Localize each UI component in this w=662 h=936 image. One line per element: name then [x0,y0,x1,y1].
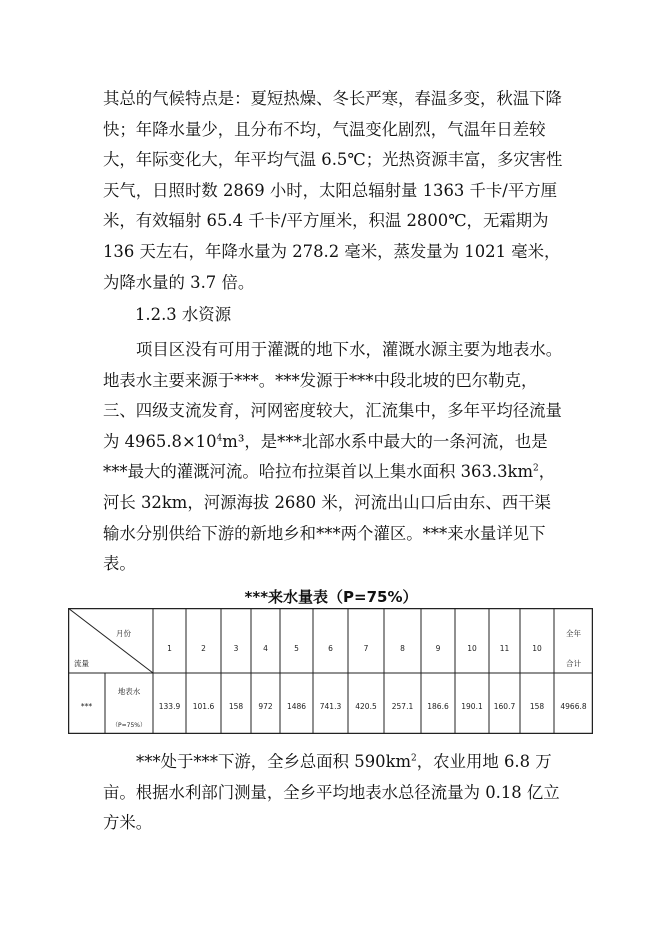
climate-paragraph: 其总的气候特点是：夏短热燥、冬长严寒，春温多变，秋温下降快；年降水量少，且分布不均，气温变化剧烈，气温年日差较大，年际变化大，年平均气温 6.5℃；光热资源丰富，多灾害性天气，日照时数 2869 小时，太阳总辐射量 1363 千卡/平方厘米，有效辐射 65.4 千卡/平方厘米，积温 2800℃，无霜期为 136 天左右，年降水量为 278.2 毫米，蒸发量为 1021 毫米，为降水量的 3.7 倍。 [103,89,563,292]
runoff-table [68,608,593,734]
month-header: 1 [167,644,172,653]
corner-header-flow: 流量 [74,659,89,668]
township-paragraph [103,747,563,839]
table-cell-value: 257.1 [391,702,414,711]
table-grid [68,608,593,734]
water-source-text-3: ，河长 32km，河源海拔 2680 米，河流出山口后由东、西干渠输水分别供给下游的新地乡和***两个灌区。***来水量详见下表。 [103,462,556,574]
row-label-river: *** [80,702,93,711]
month-header: 6 [328,644,333,653]
month-header: 5 [294,644,299,653]
table-cell-value: 741.3 [319,702,342,711]
row-note-probability: （P=75%） [112,722,146,729]
table-cell-value: 158 [529,702,545,711]
corner-header-month: 月份 [116,629,131,638]
table-cell-value: 1486 [286,702,307,711]
table-cell-total: 4966.8 [560,702,587,711]
table-cell-value: 133.9 [158,702,181,711]
table-cell-value: 160.7 [493,702,516,711]
superscript-4: 4 [216,433,223,444]
table-cell-value: 158 [228,702,244,711]
table-cell-value: 972 [258,702,273,711]
superscript-2: 2 [533,463,539,474]
water-source-text-2: m³，是***北部水系中最大的一条河流，也是***最大的灌溉河流。哈拉布拉渠首以上集水面积 363.3km [103,431,548,482]
month-header: 8 [400,644,405,653]
township-text-1: ***处于***下游，全乡总面积 590km [136,752,412,771]
month-header: 4 [263,644,268,653]
row-sublabel-surface-water: 地表水 [117,687,141,696]
table-cell-value: 420.5 [355,702,377,711]
superscript-2: 2 [411,753,417,764]
total-header-line1: 全年 [566,629,581,638]
total-header-line2: 合计 [566,659,581,668]
month-header: 10 [467,644,477,653]
table-cell-value: 190.1 [461,702,483,711]
month-header: 11 [499,644,510,653]
water-source-text-1: 项目区没有可用于灌溉的地下水，灌溉水源主要为地表水。地表水主要来源于***。***发源于***中段北坡的巴尔勒克，三、四级支流发育，河网密度较大，汇流集中，多年平均径流量为 4965.8×10 [103,340,563,451]
month-header: 9 [435,644,441,653]
month-header: 10 [532,644,542,653]
month-header: 2 [201,644,206,653]
township-text-2: ，农业用地 6.8 万亩。根据水利部门测量，全乡平均地表水总径流量为 0.18 亿立方米。 [103,752,560,833]
table-cell-value: 101.6 [192,702,215,711]
month-header: 3 [233,644,239,653]
table-title: ***来水量表（P=75%） [244,588,418,606]
month-header: 7 [363,644,369,653]
water-source-paragraph [103,335,563,580]
table-cell-value: 186.6 [427,702,449,711]
section-heading-water-resources: 1.2.3 水资源 [135,305,232,324]
